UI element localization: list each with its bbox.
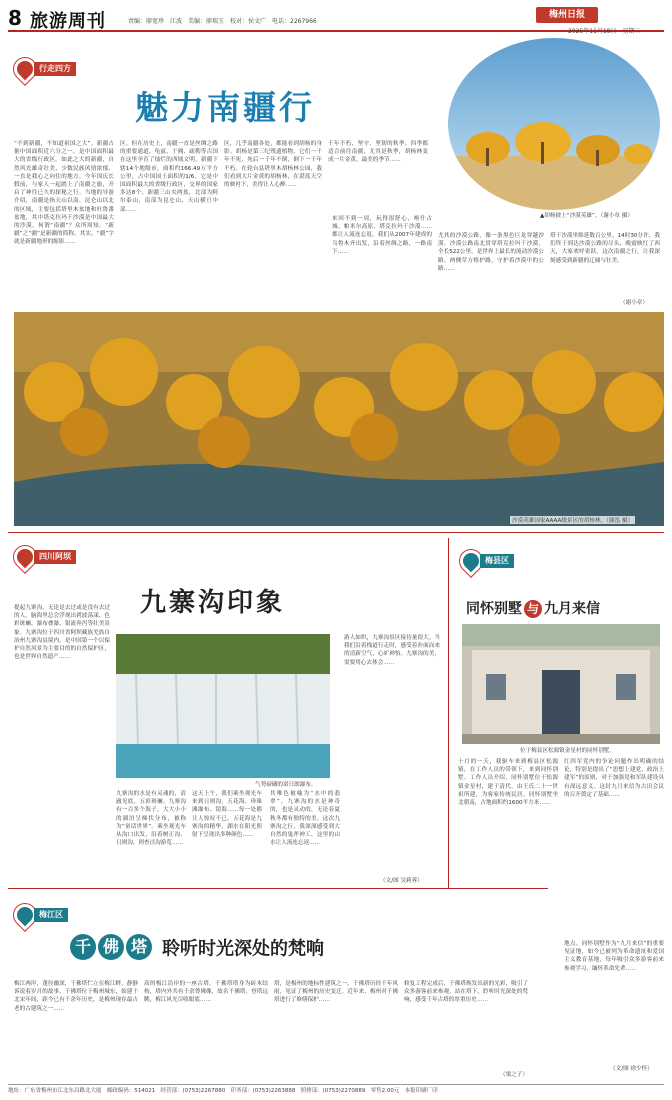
newspaper-logo: 梅州日报 — [536, 7, 598, 23]
story3-photo — [462, 624, 660, 744]
story2-column-5: 游人如织，九寨沟景区接待量很大。当我们沿着栈道行走时，感受着扑面而来的清新空气，心旷神怡。九寨沟的美，需要用心去体会…… — [344, 635, 440, 666]
story3-headline — [466, 598, 600, 618]
story2-column-3: 这天上午，我们乘坐观光车来到日则沟，五花海、珍珠滩瀑布、镜海……每一处都让人惊叹不已。五花海是九寨沟的精华，湖水在阳光照射下呈现出多种颜色…… — [192, 791, 262, 839]
page-number: 8 — [8, 6, 22, 30]
story3-column-2: 红四军党内的争论问题作出明确的结论，特别是提出了“思想上建党，政治上建军”的原则，对于加强党和军队建设具有深远意义。这封九月来信为古田会议的召开奠定了基础…… — [564, 759, 664, 798]
story2-author: （文/图 吴莉蓉） — [380, 878, 423, 884]
story4-column-3: 塔，是梅州的地标性建筑之一。千佛塔历经千年风雨，见证了梅州的历史变迁。近年来，梅州对千佛塔进行了修缮保护…… — [274, 981, 398, 1004]
story1-column-5: 来回不到一周，玩得很舒心，喀什古城、帕米尔高原、塔克拉玛干沙漠……都让人流连忘返。我们从2007年建成的乌鲁木齐出发，沿着丝绸之路，一路南下…… — [332, 216, 432, 255]
story4-headline-rest: 聆听时光深处的梵响 — [162, 938, 324, 960]
footer-price: 零售2.00元 — [370, 1088, 400, 1094]
story1-tag: 行走四方 — [34, 62, 76, 76]
story1-column-6: 尤其的沙漠公路，像一条黑色巨龙穿越沙漠。沙漠公路南北贯穿塔克拉玛干沙漠，全长522公里，是世界上最长的流动沙漠公路。两侧草方格护路，守护着沙漠中的公路…… — [438, 233, 544, 272]
story1-column-1: “不到新疆，不知道祖国之大”。新疆占据中国面积近六分之一，是中国面积最大的省级行政区。如此之大的新疆，自然风光雄奇壮美，少数民族风情浓郁，一直是我心之向往的地方。今年国庆长假前，与家人一起踏上了南疆之旅，开启了神往已久的探秘之行。当地的导游介绍，南疆是指天山以南、昆仑山以北的区域，主要包括塔里木盆地和吐鲁番盆地，其中塔克拉玛干沙漠是中国最大的沙漠。何谓“南疆”？众所周知，“新疆”之“疆”是新疆的简称，其实，“疆”字就是新疆地形的缩影…… — [14, 141, 114, 246]
section-title: 旅游周刊 — [30, 11, 106, 32]
story1-photo-large — [14, 312, 664, 526]
footer-printer: 本报印刷厂印 — [404, 1088, 438, 1094]
story1-column-7: 塔干沙漠里绵延数百公里。14时30分许，我们终于到达沙漠公路的尽头，晚霞映红了西天，大家欢呼雀跃。这次南疆之行，让我深刻感受到新疆的辽阔与壮美。 — [550, 233, 660, 264]
story3-column-3: 地点。同怀别墅作为“九月来信”的重要见证地，如今已被列为革命遗址和爱国主义教育基地，每年吸引众多游客前来参观学习，缅怀革命先辈…… — [564, 941, 664, 972]
story3-column-1: 十月的一天，我驱车来到梅县区松源镇，在工作人员的带领下，来到同怀别墅。工作人员介绍，同怀别墅位于松源镇金星村，建于清代，由王氏二十一世祖所建，为客家传统民居。同怀别墅坐北朝南，占地面积约1600平方米…… — [458, 759, 558, 807]
footer-address: 地址：广东省梅州市江北东昌路北大厦 — [8, 1088, 102, 1094]
story3-headline-b: 九月来信 — [544, 601, 600, 617]
story2-headline: 九寨沟印象 — [140, 588, 286, 618]
story1-photo-small-caption: ▲胡杨披上“沙漠英雄”。（谢小章 摄） — [540, 213, 633, 219]
footer-ads: 经营部：(0753)2267880 — [160, 1088, 226, 1094]
story1-column-3: 区，几乎南疆各处，都能看到胡杨的身影。胡杨是第三纪残遗植物，它们一千年不死，死后一千年不倒，倒下一千年不朽。在轮台县塔里木胡杨林公园，我们看到大片金黄的胡杨林，在湛蓝天空的映衬下，美得让人心醉…… — [224, 141, 322, 189]
story4-headline-char3: 塔 — [126, 934, 152, 960]
story1-column-4: 千年不朽，坚守、坚韧的秋季。四季都适合前往南疆，尤其是秋季，胡杨林变成一片金黄，最美的季节…… — [328, 141, 428, 164]
page-header — [8, 6, 664, 35]
divider — [8, 532, 664, 533]
story3-photo-caption: 位于梅县区松源镇金星村的同怀别墅。 — [520, 748, 616, 754]
footer-layout: 照排部：(0753)2270889 — [300, 1088, 366, 1094]
story2-column-4: 其唯色被喻为“水中的翡翠”。九寨沟的水是神奇的，也是灵动的，无论春夏秋冬都有独特的美。这次九寨沟之行，我深深感受到大自然的鬼斧神工，这里的山水让人流连忘返…… — [270, 791, 340, 847]
divider — [8, 888, 548, 889]
story4-tag: 梅江区 — [34, 908, 68, 922]
story1-headline: 魅力南疆行 — [135, 88, 315, 127]
page-footer — [8, 1084, 664, 1096]
story1-photo-small — [448, 38, 660, 210]
waterfall-photo — [116, 634, 330, 778]
story3-headline-a: 同怀别墅 — [466, 601, 522, 617]
story3-author: （文/图 徐少怀） — [610, 1066, 653, 1072]
story4-headline — [70, 934, 324, 961]
story2-column-1: 提起九寨沟，无论是去过或是没有去过的人，脑海里总会浮现出碧波荡漾、色彩斑斓、瀑布叠瀑、银流奔泻等壮美景象。九寨沟位于四川省阿坝藏族羌族自治州九寨沟县境内，是中国第一个以保护自然风景为主要目的的自然保护区，也是世界自然遗产…… — [14, 605, 110, 661]
story2-photo-caption: 气势磅礴的诺日朗瀑布。 — [255, 782, 317, 788]
story2-tag: 四川阿坝 — [34, 550, 76, 564]
story1-photo-large-caption: 沙漠英雄国家AAAA级景区的胡杨林。（谢泓 摄） — [512, 518, 634, 524]
desert-poplar-photo — [448, 38, 660, 210]
footer-print: 印务部：(0753)2263888 — [230, 1088, 296, 1094]
story4-headline-char2: 佛 — [98, 934, 124, 960]
story2-photo — [116, 634, 330, 778]
footer-postcode: 邮政编码：514021 — [106, 1088, 156, 1094]
story3-tag: 梅县区 — [480, 554, 514, 568]
story4-column-4: 修复工程完成后，千佛塔焕发出新的光彩，吸引了众多游客前来参观。站在塔下，聆听时光深处的梵响，感受千年古塔的厚重历史…… — [404, 981, 528, 1004]
story2-column-2: 九寨沟的水是有灵魂的，清澈见底，五彩斑斓。九寨沟有一百多个海子，大大小小的湖泊呈梯状分布，被称为“童话世界”。乘坐观光车从沟口出发，沿着树正沟、日则沟、则查洼沟游览…… — [116, 791, 186, 847]
story1-column-2: 区。但在历史上，南疆一直是丝绸之路的重要通道，龟兹、于阗、疏勒等古国在这里孕育了灿烂的西域文明。新疆下辖14个地级市，面积约166.49万平方公里，占中国国土面积的1/6。它是中国面积最大的省级行政区，交界的国家多达8个。新疆三山夹两盆，北部为阿尔泰山，南部为昆仑山，天山横亘中部…… — [120, 141, 218, 213]
column-divider — [448, 538, 449, 888]
story1-author: （谢小章） — [620, 300, 648, 306]
poplar-forest-photo — [14, 312, 664, 526]
villa-photo — [462, 624, 660, 744]
story3-headline-mark: 与 — [524, 600, 542, 618]
story4-column-2: 高的梅江沿岸的一座古塔。千佛塔塔身为砖木结构，塔内外共有千余尊佛像，故名千佛塔。登塔远眺，梅江风光尽收眼底…… — [144, 981, 268, 1004]
editor-meta: 责编：廖宽珍 江波 美编：廖瑞玉 校对：侯文广 电话：2267966 — [128, 18, 317, 25]
issue-date: 2025年11月18日 星期二 — [568, 28, 641, 35]
story4-column-1: 梅江两岸，蓬径幽深，千佛塔伫立在梅江畔，静静诉说着岁月的故事。千佛塔位于梅州城东，始建于北宋年间，距今已有千余年历史，是梅州现存最古老的古建筑之一…… — [14, 981, 138, 1012]
story4-headline-char1: 千 — [70, 934, 96, 960]
story4-author: （梁之子） — [500, 1072, 528, 1078]
